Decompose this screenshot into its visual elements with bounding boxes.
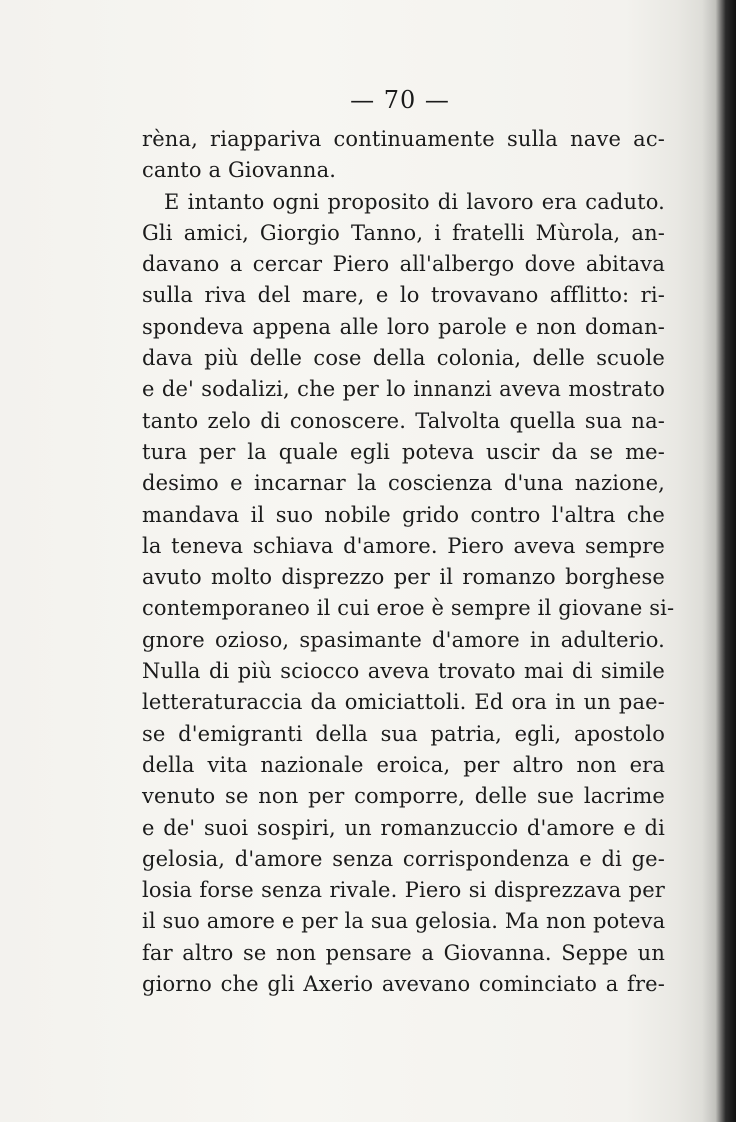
- text-line: desimo e incarnar la coscienza d'una nazione,: [142, 471, 665, 496]
- text-line: Gli amici, Giorgio Tanno, i fratelli Mùrola, an-: [142, 220, 665, 245]
- text-line: gelosia, d'amore senza corrispondenza e di ge-: [142, 846, 665, 871]
- text-line: venuto se non per comporre, delle sue lacrime: [142, 784, 665, 809]
- text-line: far altro se non pensare a Giovanna. Seppe un: [142, 940, 665, 965]
- text-line: losia forse senza rivale. Piero si disprezzava per: [142, 878, 665, 903]
- text-line: se d'emigranti della sua patria, egli, apostolo: [142, 721, 665, 746]
- text-line: letteraturaccia da omiciattoli. Ed ora in un pae-: [142, 690, 665, 715]
- text-line: tura per la quale egli poteva uscir da se me-: [142, 439, 665, 464]
- text-line: della vita nazionale eroica, per altro non era: [142, 752, 665, 777]
- text-line: giorno che gli Axerio avevano cominciato a fre-: [142, 972, 665, 997]
- text-line: davano a cercar Piero all'albergo dove abitava: [142, 252, 665, 277]
- book-spine-shadow: [702, 0, 736, 1122]
- text-line: mandava il suo nobile grido contro l'altra che: [142, 502, 665, 527]
- page-number: — 70 —: [350, 86, 450, 114]
- body-text: [142, 124, 675, 1000]
- text-line: gnore ozioso, spasimante d'amore in adulterio.: [142, 627, 665, 652]
- text-line: sulla riva del mare, e lo trovavano afflitto: ri-: [142, 283, 665, 308]
- text-line: e de' suoi sospiri, un romanzuccio d'amore e di: [142, 815, 665, 840]
- text-line: spondeva appena alle loro parole e non doman-: [142, 314, 665, 339]
- text-line: tanto zelo di conoscere. Talvolta quella sua na-: [142, 408, 665, 433]
- text-line: canto a Giovanna.: [142, 158, 337, 183]
- text-line: Nulla di più sciocco aveva trovato mai di simile: [142, 659, 665, 684]
- text-line: la teneva schiava d'amore. Piero aveva sempre: [142, 533, 665, 558]
- text-line: rèna, riappariva continuamente sulla nave ac-: [142, 127, 665, 151]
- text-line: e de' sodalizi, che per lo innanzi aveva mostrato: [142, 377, 665, 402]
- text-line: avuto molto disprezzo per il romanzo borghese: [142, 565, 665, 590]
- text-line: dava più delle cose della colonia, delle scuole: [142, 346, 665, 371]
- text-line: E intanto ogni proposito di lavoro era caduto.: [164, 189, 665, 214]
- text-line: contemporaneo il cui eroe è sempre il giovane si-: [142, 596, 675, 621]
- text-line: il suo amore e per la sua gelosia. Ma non poteva: [142, 909, 666, 934]
